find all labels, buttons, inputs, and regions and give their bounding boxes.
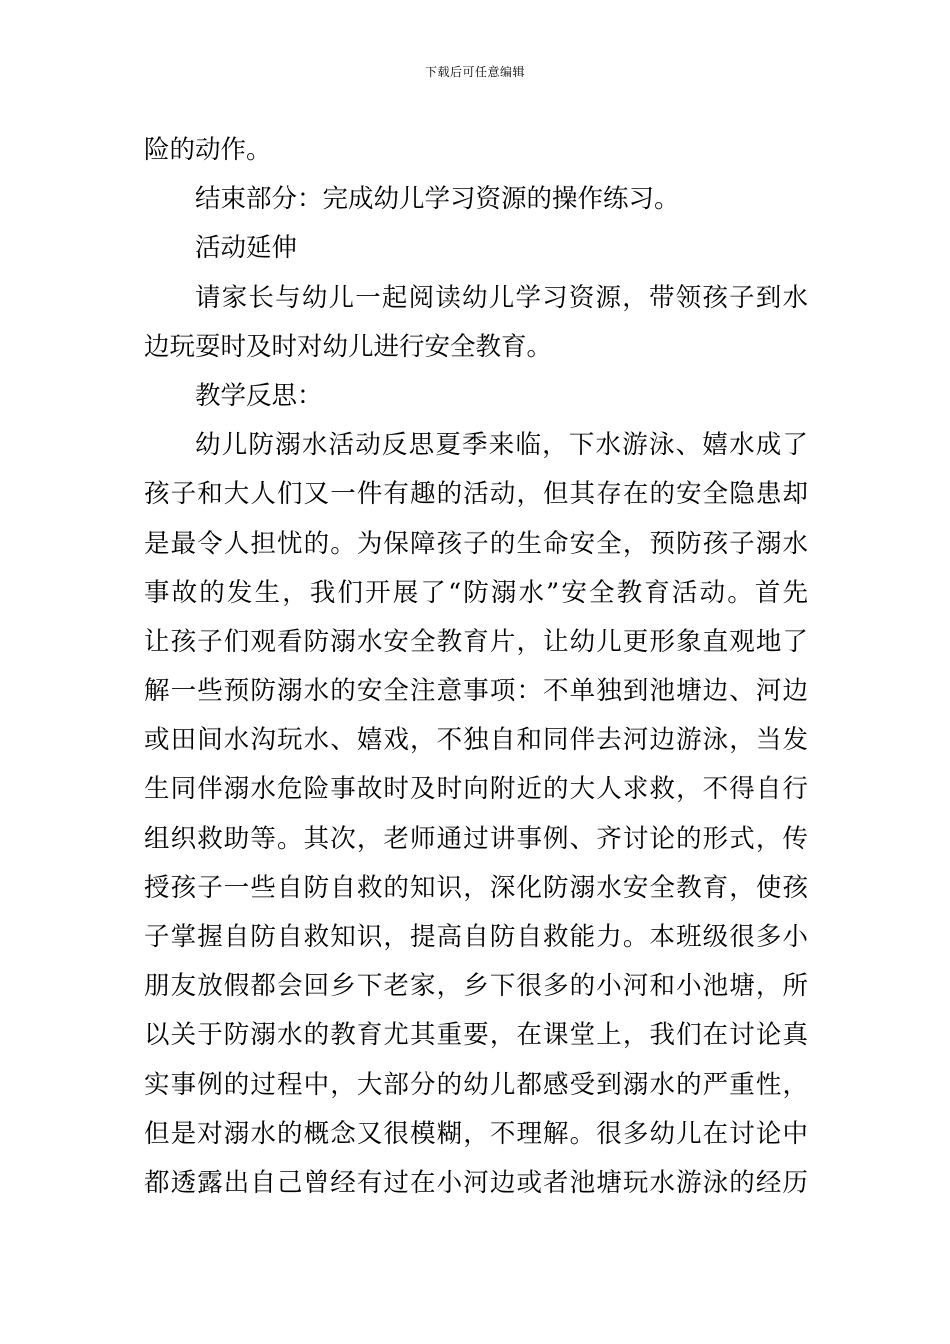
text-line: 以关于防溺水的教育尤其重要，在课堂上，我们在讨论真 xyxy=(144,1020,808,1051)
text-line: 朋友放假都会回乡下老家，乡下很多的小河和小池塘，所 xyxy=(144,971,808,1002)
page-header: 下载后可任意编辑 xyxy=(424,65,525,79)
text-line: 生同伴溺水危险事故时及时向附近的大人求救，不得自行 xyxy=(144,774,808,805)
text-line: 是最令人担忧的。为保障孩子的生命安全，预防孩子溺水 xyxy=(144,528,808,559)
document-body xyxy=(144,126,808,1208)
text-line: 幼儿防溺水活动反思夏季来临，下水游泳、嬉水成了 xyxy=(195,430,808,461)
text-line: 解一些预防溺水的安全注意事项：不单独到池塘边、河边 xyxy=(144,676,808,707)
text-line: 实事例的过程中，大部分的幼儿都感受到溺水的严重性， xyxy=(144,1069,808,1100)
text-line: 活动延伸 xyxy=(195,233,298,264)
text-line: 授孩子一些自防自救的知识，深化防溺水安全教育，使孩 xyxy=(144,872,808,903)
text-line: 边玩耍时及时对幼儿进行安全教育。 xyxy=(144,331,553,362)
text-line: 都透露出自己曾经有过在小河边或者池塘玩水游泳的经历 xyxy=(144,1167,808,1198)
text-line: 教学反思： xyxy=(195,380,323,411)
text-line: 子掌握自防自救知识，提高自防自救能力。本班级很多小 xyxy=(144,922,808,952)
text-line: 或田间水沟玩水、嬉戏，不独自和同伴去河边游泳，当发 xyxy=(144,725,808,756)
text-line: 孩子和大人们又一件有趣的活动，但其存在的安全隐患却 xyxy=(144,479,808,510)
text-line: 事故的发生，我们开展了“防溺水”安全教育活动。首先 xyxy=(144,577,808,608)
text-line: 但是对溺水的概念又很模糊，不理解。很多幼儿在讨论中 xyxy=(144,1118,808,1149)
text-line: 组织救助等。其次，老师通过讲事例、齐讨论的形式，传 xyxy=(144,823,808,854)
text-line: 请家长与幼儿一起阅读幼儿学习资源，带领孩子到水 xyxy=(195,282,808,313)
text-line: 结束部分：完成幼儿学习资源的操作练习。 xyxy=(195,184,680,215)
text-line: 险的动作。 xyxy=(144,135,272,165)
text-line: 让孩子们观看防溺水安全教育片，让幼儿更形象直观地了 xyxy=(144,626,808,657)
